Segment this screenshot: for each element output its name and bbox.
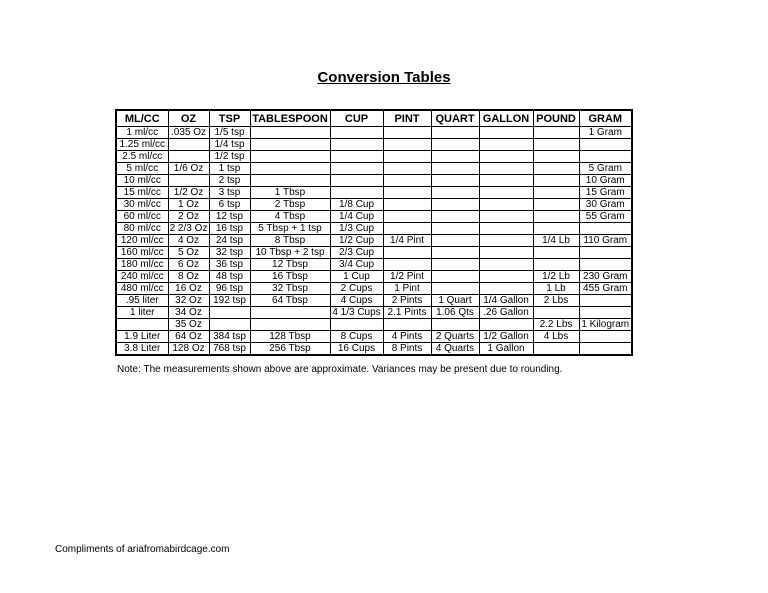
table-cell	[330, 187, 383, 199]
table-cell	[330, 127, 383, 139]
table-cell: 6 Oz	[168, 259, 209, 271]
table-cell: 1 Pint	[383, 283, 431, 295]
table-cell: 2 Pints	[383, 295, 431, 307]
table-cell	[383, 139, 431, 151]
table-row	[116, 307, 632, 319]
column-header: QUART	[431, 110, 479, 127]
column-header: ML/CC	[116, 110, 168, 127]
table-cell	[479, 283, 533, 295]
table-cell: 8 Cups	[330, 331, 383, 343]
table-cell: 4 Pints	[383, 331, 431, 343]
table-cell	[533, 343, 579, 356]
table-cell: 1 Tbsp	[250, 187, 330, 199]
table-cell: 1 Oz	[168, 199, 209, 211]
table-cell	[431, 247, 479, 259]
table-cell	[533, 247, 579, 259]
table-cell: 32 Tbsp	[250, 283, 330, 295]
table-cell: 2 tsp	[209, 175, 250, 187]
table-cell: 5 ml/cc	[116, 163, 168, 175]
table-cell: 1 Gallon	[479, 343, 533, 356]
table-cell: 1 Lb	[533, 283, 579, 295]
table-cell: 3 tsp	[209, 187, 250, 199]
table-row	[116, 235, 632, 247]
table-cell	[579, 331, 632, 343]
table-cell	[479, 151, 533, 163]
table-cell	[250, 319, 330, 331]
table-cell	[431, 199, 479, 211]
table-cell: 1 ml/cc	[116, 127, 168, 139]
table-cell: 160 ml/cc	[116, 247, 168, 259]
table-row	[116, 283, 632, 295]
table-cell: 48 tsp	[209, 271, 250, 283]
table-cell: 192 tsp	[209, 295, 250, 307]
table-cell: 1/4 tsp	[209, 139, 250, 151]
table-cell: 384 tsp	[209, 331, 250, 343]
table-cell	[168, 151, 209, 163]
table-cell	[383, 259, 431, 271]
table-cell: 1/4 Gallon	[479, 295, 533, 307]
table-cell	[250, 163, 330, 175]
table-cell: 1/2 Cup	[330, 235, 383, 247]
table-cell: 2.5 ml/cc	[116, 151, 168, 163]
table-cell	[250, 175, 330, 187]
table-cell	[479, 163, 533, 175]
table-cell	[479, 247, 533, 259]
table-cell	[250, 151, 330, 163]
table-cell: 1/2 Oz	[168, 187, 209, 199]
table-cell: 4 Tbsp	[250, 211, 330, 223]
table-cell: 1/4 Cup	[330, 211, 383, 223]
table-cell	[533, 259, 579, 271]
table-cell	[383, 175, 431, 187]
table-cell: 2 Tbsp	[250, 199, 330, 211]
table-cell	[431, 175, 479, 187]
table-cell: 240 ml/cc	[116, 271, 168, 283]
table-cell: 1 Quart	[431, 295, 479, 307]
conversion-table	[115, 109, 633, 356]
table-cell: 10 Gram	[579, 175, 632, 187]
table-cell: 1.25 ml/cc	[116, 139, 168, 151]
table-cell: 1/4 Pint	[383, 235, 431, 247]
column-header: CUP	[330, 110, 383, 127]
table-cell	[533, 211, 579, 223]
table-cell: .26 Gallon	[479, 307, 533, 319]
table-cell: 128 Oz	[168, 343, 209, 356]
table-cell: 2 Cups	[330, 283, 383, 295]
table-cell	[250, 127, 330, 139]
table-cell	[330, 319, 383, 331]
table-cell	[479, 175, 533, 187]
table-cell	[116, 319, 168, 331]
table-row	[116, 259, 632, 271]
table-cell	[431, 235, 479, 247]
table-cell: 3.8 Liter	[116, 343, 168, 356]
column-header: GALLON	[479, 110, 533, 127]
column-header: OZ	[168, 110, 209, 127]
credit-footer: Compliments of ariafromabirdcage.com	[55, 544, 230, 555]
table-cell: 16 Tbsp	[250, 271, 330, 283]
table-cell: 2 Quarts	[431, 331, 479, 343]
table-cell: .035 Oz	[168, 127, 209, 139]
table-cell: 4 1/3 Cups	[330, 307, 383, 319]
table-cell	[479, 127, 533, 139]
table-cell	[533, 127, 579, 139]
column-header: TABLESPOON	[250, 110, 330, 127]
table-cell: 8 Pints	[383, 343, 431, 356]
table-cell	[579, 295, 632, 307]
table-cell: 4 Cups	[330, 295, 383, 307]
table-cell: 455 Gram	[579, 283, 632, 295]
table-cell	[330, 163, 383, 175]
table-cell: 2.1 Pints	[383, 307, 431, 319]
table-cell	[383, 127, 431, 139]
table-cell	[431, 163, 479, 175]
table-cell: 34 Oz	[168, 307, 209, 319]
table-cell: 10 ml/cc	[116, 175, 168, 187]
table-cell	[250, 307, 330, 319]
table-cell: 1/2 Gallon	[479, 331, 533, 343]
table-cell: 16 Cups	[330, 343, 383, 356]
table-cell	[168, 175, 209, 187]
table-cell	[533, 163, 579, 175]
table-cell: 36 tsp	[209, 259, 250, 271]
table-cell: 24 tsp	[209, 235, 250, 247]
table-row	[116, 139, 632, 151]
table-cell: .95 liter	[116, 295, 168, 307]
table-cell: 1 liter	[116, 307, 168, 319]
table-cell	[431, 151, 479, 163]
table-cell	[431, 139, 479, 151]
table-cell	[479, 199, 533, 211]
table-cell	[383, 199, 431, 211]
table-cell: 1/6 Oz	[168, 163, 209, 175]
table-cell	[479, 139, 533, 151]
table-cell: 5 Gram	[579, 163, 632, 175]
table-cell: 1 Gram	[579, 127, 632, 139]
table-cell	[533, 187, 579, 199]
column-header: GRAM	[579, 110, 632, 127]
table-cell: 64 Oz	[168, 331, 209, 343]
table-cell	[533, 139, 579, 151]
table-cell	[383, 319, 431, 331]
table-row	[116, 343, 632, 356]
table-row	[116, 175, 632, 187]
table-cell: 5 Tbsp + 1 tsp	[250, 223, 330, 235]
table-cell: 60 ml/cc	[116, 211, 168, 223]
table-cell	[579, 247, 632, 259]
table-cell: 4 Quarts	[431, 343, 479, 356]
table-cell: 2/3 Cup	[330, 247, 383, 259]
table-cell	[431, 187, 479, 199]
table-cell	[533, 307, 579, 319]
table-cell	[209, 307, 250, 319]
table-row	[116, 223, 632, 235]
table-cell: 1.9 Liter	[116, 331, 168, 343]
table-cell: 16 Oz	[168, 283, 209, 295]
table-cell: 2 2/3 Oz	[169, 222, 208, 234]
table-cell	[479, 259, 533, 271]
table-cell: 1/4 Lb	[533, 235, 579, 247]
table-header-row	[116, 110, 632, 127]
table-cell: 12 Tbsp	[250, 259, 330, 271]
table-cell: 768 tsp	[209, 343, 250, 356]
table-cell: 3/4 Cup	[330, 259, 383, 271]
table-row	[116, 199, 632, 211]
table-cell: 230 Gram	[579, 271, 632, 283]
table-cell: 55 Gram	[579, 211, 632, 223]
page-title: Conversion Tables	[317, 69, 451, 86]
table-cell: 480 ml/cc	[116, 283, 168, 295]
table-body	[116, 127, 632, 356]
table-cell	[431, 211, 479, 223]
table-cell	[579, 223, 632, 235]
table-cell: 12 tsp	[209, 211, 250, 223]
table-row	[116, 211, 632, 223]
table-cell: 4 Lbs	[533, 331, 579, 343]
table-cell: 256 Tbsp	[250, 343, 330, 356]
table-cell	[579, 139, 632, 151]
table-cell: 1/5 tsp	[209, 127, 250, 139]
table-cell: 1.06 Qts	[431, 307, 479, 319]
table-cell	[479, 211, 533, 223]
table-cell	[533, 199, 579, 211]
table-row	[116, 271, 632, 283]
table-cell: 1/2 tsp	[209, 151, 250, 163]
table-cell	[330, 175, 383, 187]
table-cell	[479, 187, 533, 199]
table-cell	[431, 283, 479, 295]
table-cell: 32 Oz	[168, 295, 209, 307]
table-row	[116, 247, 632, 259]
table-cell	[431, 259, 479, 271]
table-cell: 32 tsp	[209, 247, 250, 259]
table-cell	[579, 259, 632, 271]
table-cell: 16 tsp	[209, 223, 250, 235]
table-cell: 8 Tbsp	[250, 235, 330, 247]
table-cell: 8 Oz	[168, 271, 209, 283]
table-row	[116, 319, 632, 331]
table-cell	[383, 247, 431, 259]
table-cell	[479, 235, 533, 247]
table-cell: 1/8 Cup	[330, 199, 383, 211]
table-cell: 5 Oz	[168, 247, 209, 259]
table-cell	[383, 151, 431, 163]
table-cell: 30 ml/cc	[116, 199, 168, 211]
table-cell: 30 Gram	[579, 199, 632, 211]
table-cell	[479, 319, 533, 331]
table-cell	[431, 271, 479, 283]
table-cell: 128 Tbsp	[250, 331, 330, 343]
table-cell	[250, 139, 330, 151]
table-cell	[579, 343, 632, 356]
table-cell	[533, 223, 579, 235]
table-row	[116, 187, 632, 199]
table-cell: 10 Tbsp + 2 tsp	[250, 247, 330, 259]
table-cell: 2 Lbs	[533, 295, 579, 307]
table-cell	[383, 187, 431, 199]
table-cell: 15 Gram	[579, 187, 632, 199]
table-cell: 1/2 Lb	[533, 271, 579, 283]
table-cell	[533, 151, 579, 163]
column-header: POUND	[533, 110, 579, 127]
table-cell	[479, 223, 533, 235]
table-cell: 1/3 Cup	[330, 223, 383, 235]
table-cell	[330, 151, 383, 163]
table-cell: 4 Oz	[168, 235, 209, 247]
table-row	[116, 151, 632, 163]
table-row	[116, 127, 632, 139]
table-cell: 2.2 Lbs	[533, 319, 579, 331]
table-cell	[533, 175, 579, 187]
table-cell	[383, 211, 431, 223]
table-cell: 96 tsp	[209, 283, 250, 295]
table-row	[116, 331, 632, 343]
table-cell	[431, 127, 479, 139]
table-cell: 110 Gram	[579, 235, 632, 247]
footnote: Note: The measurements shown above are approximate. Variances may be present due to rounding.	[117, 364, 563, 375]
table-cell: 35 Oz	[168, 319, 209, 331]
table-cell	[383, 223, 431, 235]
table-row	[116, 295, 632, 307]
column-header: TSP	[209, 110, 250, 127]
table-cell: 120 ml/cc	[116, 235, 168, 247]
table-cell	[330, 139, 383, 151]
table-cell: 1 Cup	[330, 271, 383, 283]
table-cell: 2 Oz	[168, 211, 209, 223]
table-cell	[579, 307, 632, 319]
table-cell: 15 ml/cc	[116, 187, 168, 199]
table-cell: 1 Kilogram	[579, 319, 632, 331]
table-cell: 1/2 Pint	[383, 271, 431, 283]
table-cell	[579, 151, 632, 163]
table-cell: 80 ml/cc	[116, 223, 168, 235]
table-cell: 1 tsp	[209, 163, 250, 175]
table-cell	[431, 223, 479, 235]
table-cell: 6 tsp	[209, 199, 250, 211]
table-cell	[209, 319, 250, 331]
table-row	[116, 163, 632, 175]
column-header: PINT	[383, 110, 431, 127]
table-cell	[431, 319, 479, 331]
table-cell	[168, 139, 209, 151]
table-cell: 64 Tbsp	[250, 295, 330, 307]
table-cell: 180 ml/cc	[116, 259, 168, 271]
table-cell	[479, 271, 533, 283]
table-cell	[383, 163, 431, 175]
